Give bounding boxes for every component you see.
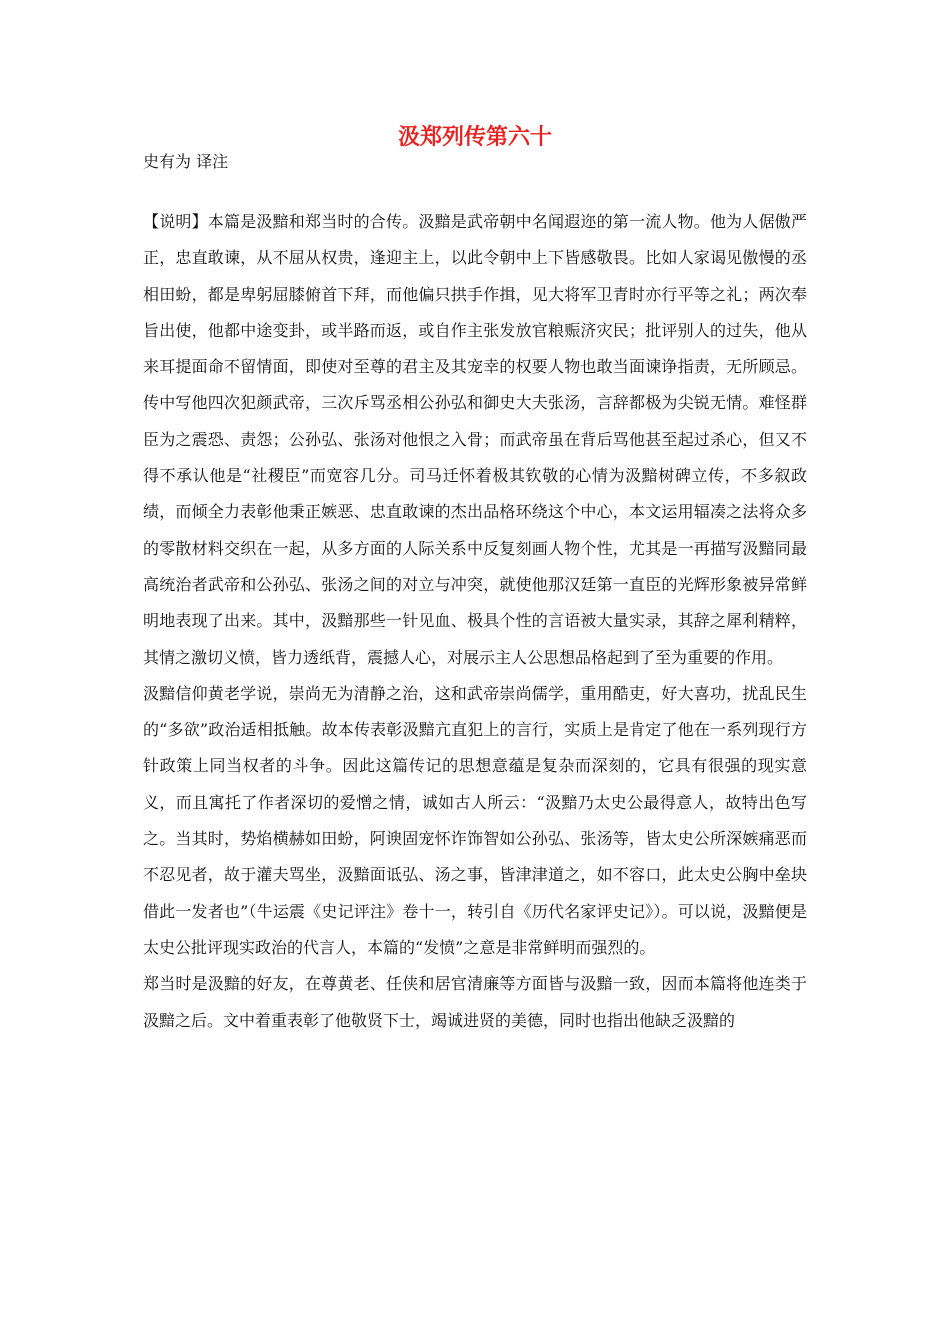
- paragraph-ji-an: 汲黯信仰黄老学说，崇尚无为清静之治，这和武帝崇尚儒学，重用酷吏，好大喜功，扰乱民生的“多欲”政治适相抵触。故本传表彰汲黯亢直犯上的言行，实质上是肯定了他在一系列现行方针政策上同当权者的斗争。因此这篇传记的思想意蕴是复杂而深刻的，它具有很强的现实意义，而且寓托了作者深切的爱憎之情，诚如古人所云：“汲黯乃太史公最得意人，故特出色写之。当其时，势焰横赫如田蚡，阿谀固宠怀诈饰智如公孙弘、张汤等，皆太史公所深嫉痛恶而不忍见者，故于灌夫骂坐，汲黯面诋弘、汤之事，皆津津道之，如不容口，此太史公胸中垒块借此一发者也”（牛运震《史记评注》卷十一，转引自《历代名家评史记》）。可以说，汲黯便是太史公批评现实政治的代言人，本篇的“发愤”之意是非常鲜明而强烈的。: [143, 683, 807, 957]
- document-body: [143, 204, 807, 1039]
- document-title: 汲郑列传第六十: [397, 124, 552, 150]
- paragraph-zheng-dangshi: 郑当时是汲黯的好友，在尊黄老、任侠和居官清廉等方面皆与汲黯一致，因而本篇将他连类于汲黯之后。文中着重表彰了他敬贤下士，竭诚进贤的美德，同时也指出他缺乏汲黯的: [143, 974, 807, 1030]
- paragraph-explanation: 【说明】本篇是汲黯和郑当时的合传。汲黯是武帝朝中名闻遐迩的第一流人物。他为人倨傲严正，忠直敢谏，从不屈从权贵，逢迎主上，以此令朝中上下皆感敬畏。比如人家谒见傲慢的丞相田蚡，都是卑躬屈膝俯首下拜，而他偏只拱手作揖，见大将军卫青时亦行平等之礼；两次奉旨出使，他都中途变卦，或半路而返，或自作主张发放官粮赈济灾民；批评别人的过失，他从来耳提面命不留情面，即使对至尊的君主及其宠幸的权要人物也敢当面谏诤指责，无所顾忌。传中写他四次犯颜武帝，三次斥骂丞相公孙弘和御史大夫张汤，言辞都极为尖锐无情。难怪群臣为之震恐、责怨；公孙弘、张汤对他恨之入骨；而武帝虽在背后骂他甚至起过杀心，但又不得不承认他是“社稷臣”而宽容几分。司马迁怀着极其钦敬的心情为汲黯树碑立传，不多叙政绩，而倾全力表彰他秉正嫉恶、忠直敢谏的杰出品格环绕这个中心，本文运用辐凑之法将众多的零散材料交织在一起，从多方面的人际关系中反复刻画人物个性，尤其是一再描写汲黯同最高统治者武帝和公孙弘、张汤之间的对立与冲突，就使他那汉廷第一直臣的光辉形象被异常鲜明地表现了出来。其中，汲黯那些一针见血、极具个性的言语被大量实录，其辞之犀利精粹，其情之激切义愤，皆力透纸背，震撼人心，对展示主人公思想品格起到了至为重要的作用。: [143, 212, 807, 667]
- document-author: 史有为 译注: [143, 152, 229, 171]
